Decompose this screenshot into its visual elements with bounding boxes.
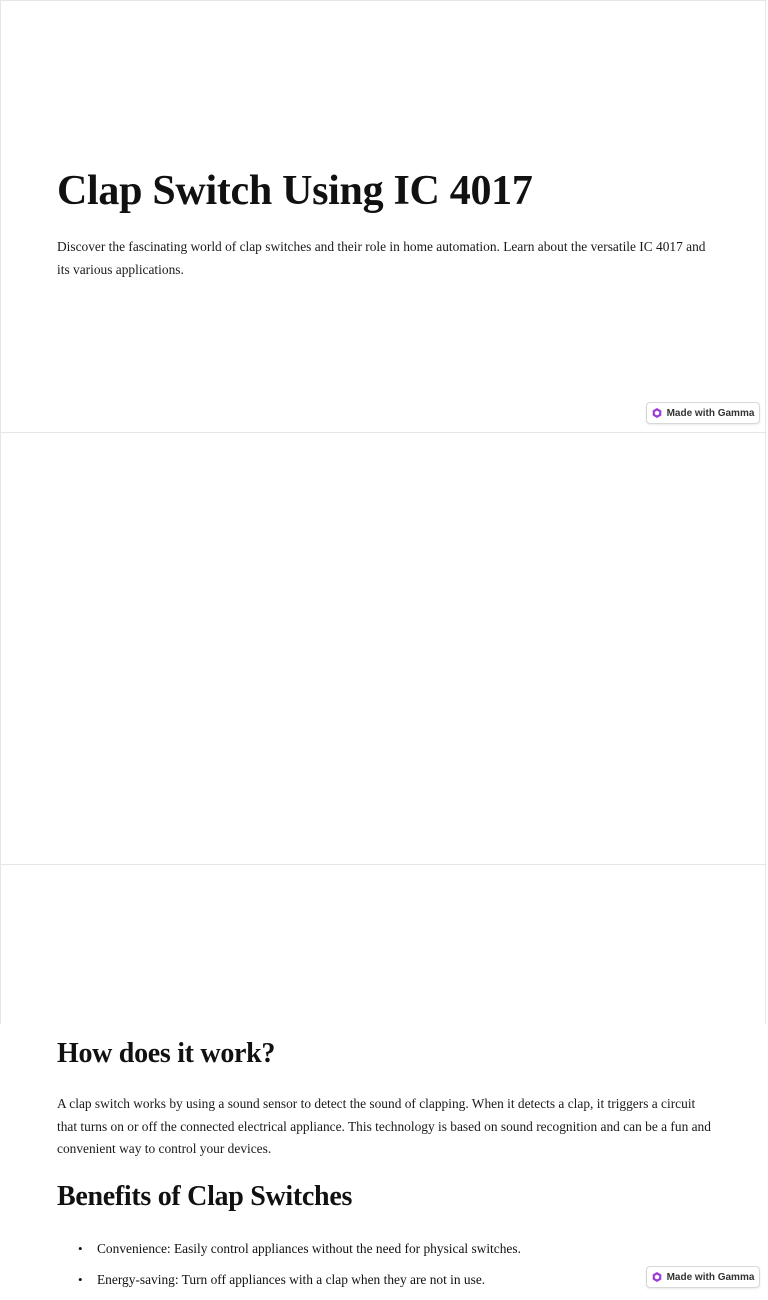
made-with-gamma-button[interactable] <box>646 402 760 424</box>
benefits-list <box>57 1238 717 1300</box>
slide-1 <box>0 0 766 433</box>
bullet-icon: • <box>78 1272 83 1287</box>
gamma-logo-icon <box>652 1272 662 1282</box>
how-it-works-paragraph: A clap switch works by using a sound sensor to detect the sound of clapping. When it detects a clap, it triggers a circuit that turns on or off the connected electrical appliance. This technology is based on sound recognition and can be a fun and convenient way to control your devices. <box>57 1096 711 1156</box>
list-item-text: Energy-saving: Turn off appliances with a clap when they are not in use. <box>97 1272 486 1287</box>
badge-label: Made with Gamma <box>666 407 755 419</box>
gamma-logo-icon <box>652 408 662 418</box>
bullet-icon: • <box>78 1241 83 1256</box>
benefits-heading: Benefits of Clap Switches <box>57 1181 353 1212</box>
page-title: Clap Switch Using IC 4017 <box>57 168 533 214</box>
slide-2 <box>0 432 766 1287</box>
list-item-text: Convenience: Easily control appliances without the need for physical switches. <box>97 1241 521 1256</box>
slide-3 <box>0 864 766 1024</box>
list-item <box>57 1269 717 1291</box>
intro-paragraph: Discover the fascinating world of clap switches and their role in home automation. Learn about the versatile IC 4017 and its various applications. <box>57 239 706 277</box>
badge-label: Made with Gamma <box>666 1271 755 1283</box>
how-it-works-heading: How does it work? <box>57 1038 276 1069</box>
list-item <box>57 1238 717 1260</box>
made-with-gamma-button[interactable] <box>646 1266 760 1288</box>
